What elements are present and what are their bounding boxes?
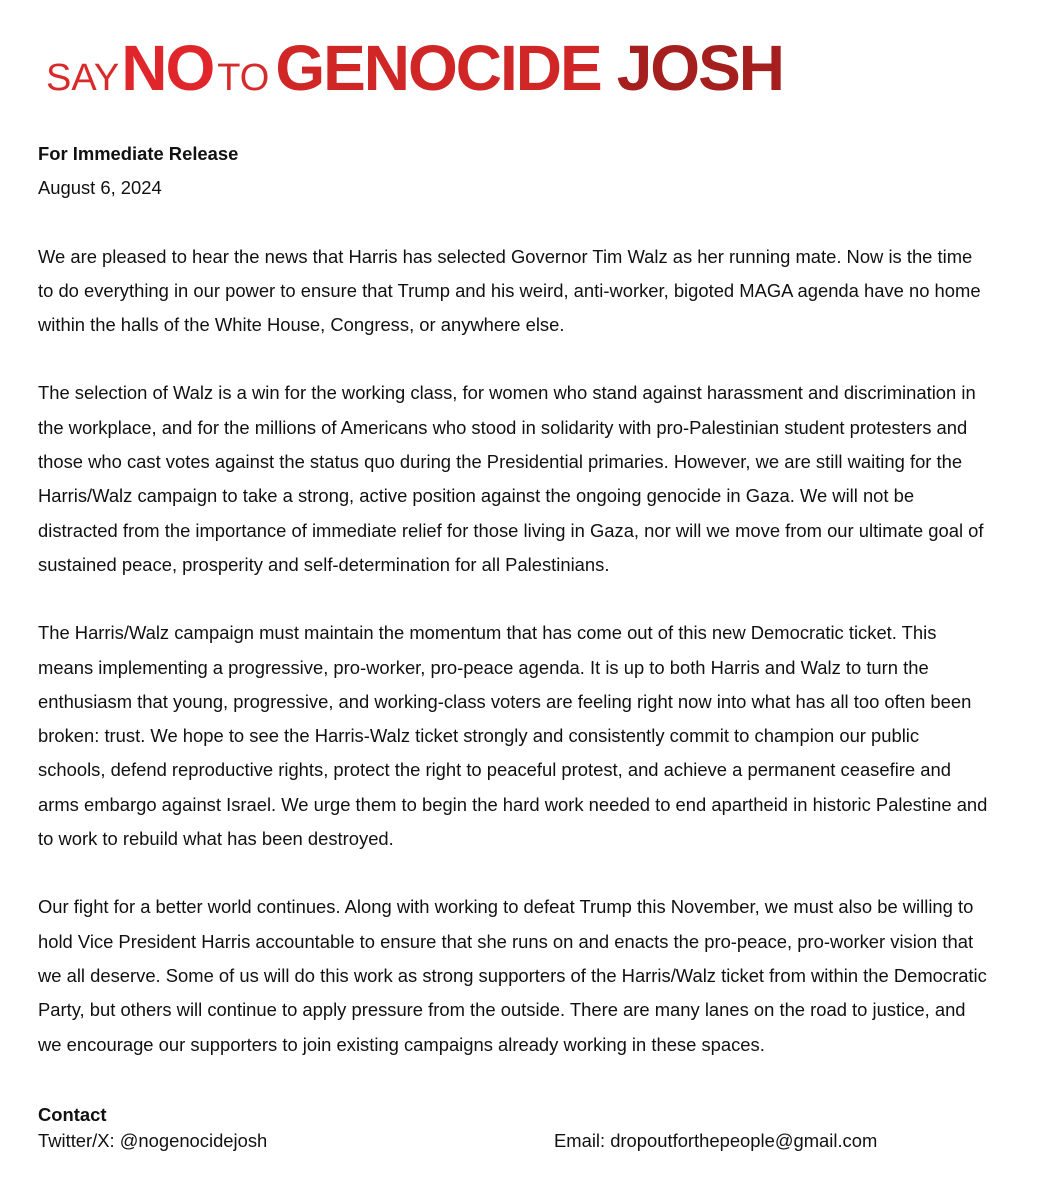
paragraph-4: Our fight for a better world continues. Along with working to defeat Trump this November, we must also be willing to hold Vice President Harris accountable to ensure that she runs on and enacts the pro-peace, pro-worker vision that we all deserve. Some of us will do this work as strong supporters of the Harris/Walz ticket from within the Democratic Party, but others will continue to apply pressure from the outside. There are many lanes on the road to justice, and we encourage our supporters to join existing campaigns already working in these spaces. <box>38 896 987 1055</box>
contact-row <box>38 1128 988 1154</box>
contact-email: Email: dropoutforthepeople@gmail.com <box>554 1130 878 1151</box>
campaign-logo <box>46 32 783 104</box>
logo-no: NO <box>121 32 214 104</box>
paragraph-2: The selection of Walz is a win for the working class, for women who stand against harassment and discrimination in the workplace, and for the millions of Americans who stood in solidarity with pro-Palestinian student protesters and those who cast votes against the status quo during the Presidential primaries. However, we are still waiting for the Harris/Walz campaign to take a strong, active position against the ongoing genocide in Gaza. We will not be distracted from the importance of immediate relief for those living in Gaza, nor will we move from our ultimate goal of sustained peace, prosperity and self-determination for all Palestinians. <box>38 382 984 575</box>
paragraph-1: We are pleased to hear the news that Harris has selected Governor Tim Walz as her running mate. Now is the time to do everything in our power to ensure that Trump and his weird, anti-worker, bigoted MAGA agenda have no home within the halls of the White House, Congress, or anywhere else. <box>38 245 981 336</box>
twitter-handle: Twitter/X: @nogenocidejosh <box>38 1130 268 1151</box>
press-release-body <box>38 137 988 1062</box>
release-date: August 6, 2024 <box>38 177 162 199</box>
contact-section <box>38 1102 988 1154</box>
logo-say: SAY <box>46 57 120 99</box>
logo-to: TO <box>217 57 270 99</box>
logo-genocide: GENOCIDE <box>275 32 601 104</box>
logo-josh: JOSH <box>616 32 783 104</box>
contact-title: Contact <box>38 1104 107 1125</box>
release-label: For Immediate Release <box>38 143 239 164</box>
paragraph-3: The Harris/Walz campaign must maintain the momentum that has come out of this new Democratic ticket. This means implementing a progressive, pro-worker, pro-peace agenda. It is up to both Harris and Walz to turn the enthusiasm that young, progressive, and working-class voters are feeling right now into what has all too often been broken: trust. We hope to see the Harris-Walz ticket strongly and consistently commit to champion our public schools, defend reproductive rights, protect the right to peaceful protest, and achieve a permanent ceasefire and arms embargo against Israel. We urge them to begin the hard work needed to end apartheid in historic Palestine and to work to rebuild what has been destroyed. <box>38 622 988 850</box>
